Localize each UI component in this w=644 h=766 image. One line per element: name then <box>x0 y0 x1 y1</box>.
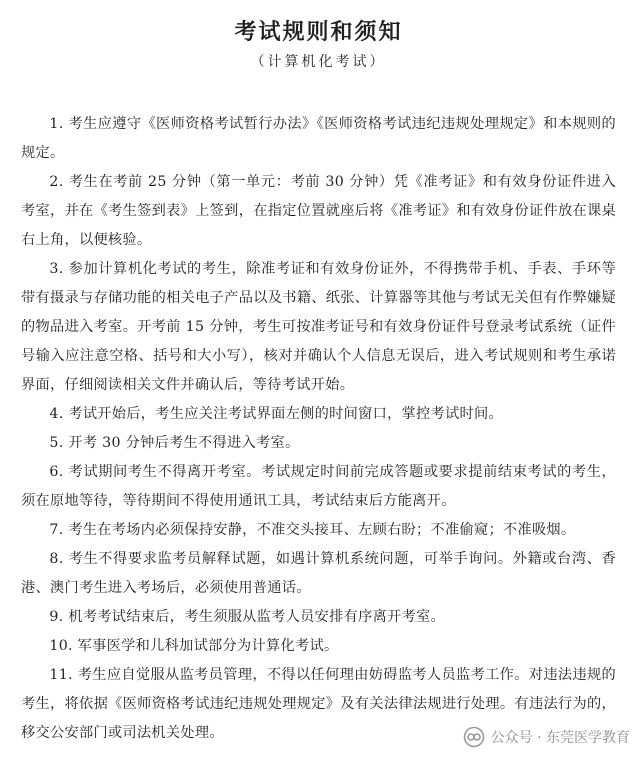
page-title: 考试规则和须知 <box>234 19 403 45</box>
watermark <box>463 726 630 748</box>
rule-item: 10. 军事医学和儿科加试部分为计算化考试。 <box>49 638 339 654</box>
rules-list <box>21 110 616 748</box>
rule-item: 7. 考生在考场内必须保持安静，不准交头接耳、左顾右盼；不准偷窥；不准吸烟。 <box>49 522 576 538</box>
watermark-text: 公众号 · 东莞医学教育 <box>490 730 630 746</box>
page-subtitle: （计算机化考试） <box>250 54 387 70</box>
rule-item: 6. 考试期间考生不得离开考室。考试规定时间前完成答题或要求提前结束考试的考生，须在原地等待，等待期间不得使用通讯工具，考试结束后方能离开。 <box>21 464 616 509</box>
rule-item: 2. 考生在考前 25 分钟（第一单元：考前 30 分钟）凭《准考证》和有效身份证件进入考室，并在《考生签到表》上签到，在指定位置就座后将《准考证》和有效身份证件放在课桌右上角，以便核验。 <box>21 174 616 248</box>
rule-item: 3. 参加计算机化考试的考生，除准考证和有效身份证外，不得携带手机、手表、手环等带有摄录与存储功能的相关电子产品以及书籍、纸张、计算器等其他与考试无关但有作弊嫌疑的物品进入考室。开考前 15 分钟，考生可按准考证号和有效身份证件号登录考试系统（证件号输入应注意空格、括号和大小写），核对并确认个人信息无误后，进入考试规则和考生承诺界面，仔细阅读相关文件并确认后，等待考试开始。 <box>21 261 616 393</box>
rule-item: 8. 考生不得要求监考员解释试题，如遇计算机系统问题，可举手询问。外籍或台湾、香港、澳门考生进入考场后，必须使用普通话。 <box>21 551 616 596</box>
rule-item: 11. 考生应自觉服从监考员管理，不得以任何理由妨碍监考人员监考工作。对违法违规的考生，将依据《医师资格考试违纪违规处理规定》及有关法律法规进行处理。有违法行为的，移交公安部门或司法机关处理。 <box>21 667 616 741</box>
rule-item: 5. 开考 30 分钟后考生不得进入考室。 <box>49 435 300 451</box>
wechat-official-account-icon <box>463 726 485 748</box>
rule-item: 1. 考生应遵守《医师资格考试暂行办法》《医师资格考试违纪违规处理规定》和本规则的规定。 <box>21 116 616 161</box>
rule-item: 9. 机考考试结束后，考生须服从监考人员安排有序离开考室。 <box>49 609 446 625</box>
rule-item: 4. 考试开始后，考生应关注考试界面左侧的时间窗口，掌控考试时间。 <box>49 406 503 422</box>
